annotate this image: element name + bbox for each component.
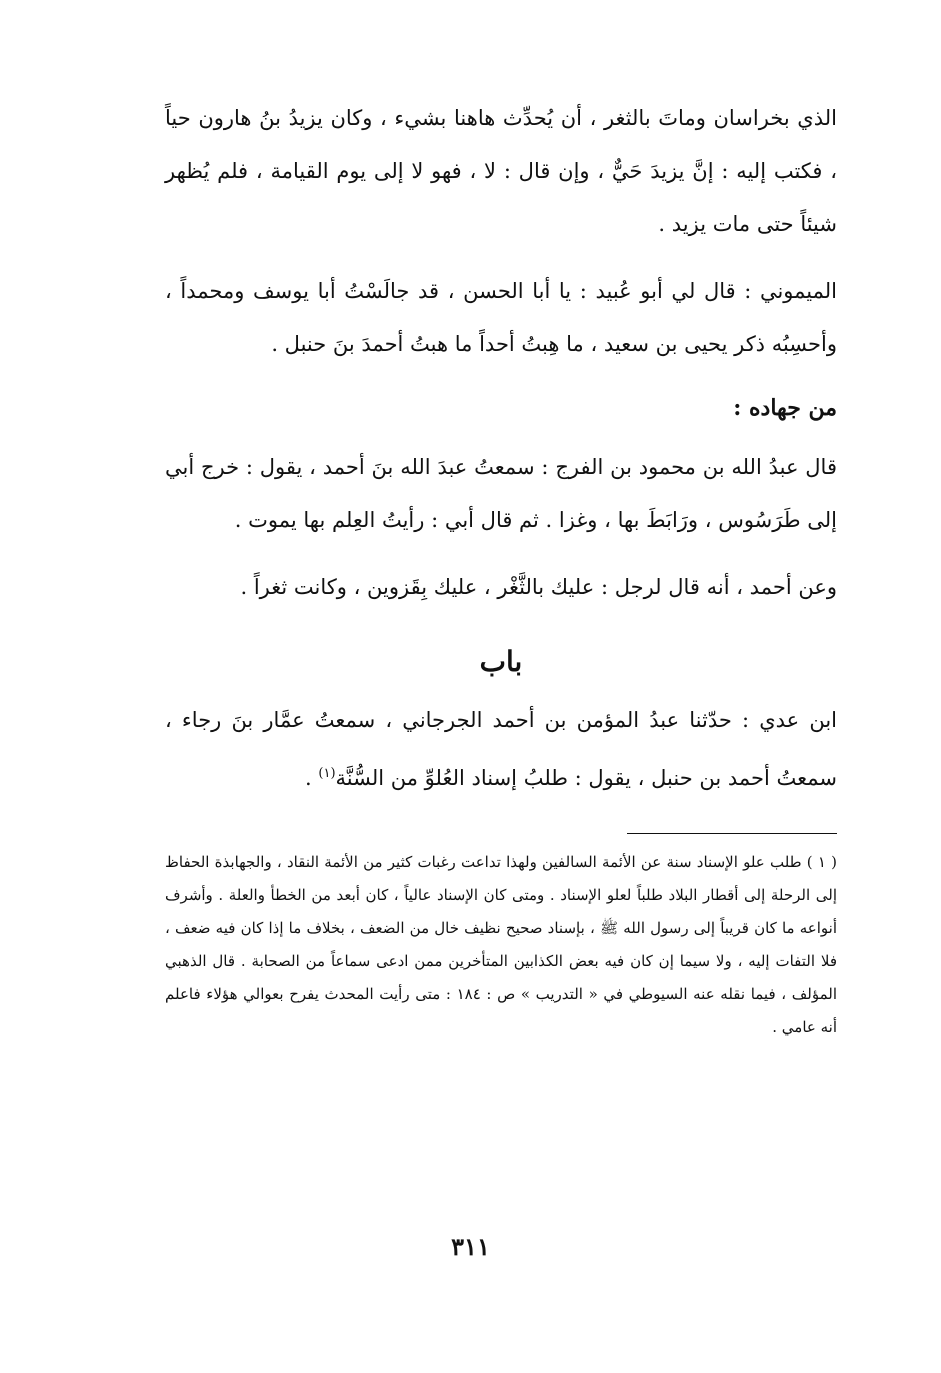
footnote-divider [627, 833, 837, 834]
paragraph-maymuni: الميموني : قال لي أبو عُبيد : يا أبا الحسن ، قد جالَسْتُ أبا يوسف ومحمداً ، وأحسِبُه ذكر يحيى بن سعيد ، ما هِبتُ أحداً ما هبتُ أحمدَ بنَ حنبل . [165, 279, 837, 356]
page-body [165, 92, 837, 1044]
paragraph-qazwin: وعن أحمد ، أنه قال لرجل : عليك بالثَّغْر ، عليك بِقَزوين ، وكانت ثغراً . [240, 575, 837, 599]
footnote-marker: (١) [318, 766, 336, 781]
paragraph-ibn-adi-text: ابن عدي : حدّثنا عبدُ المؤمن بن أحمد الجرجاني ، سمعتُ عمَّار بنَ رجاء ، سمعتُ أحمد بن حنبل ، يقول : طلبُ إسناد العُلوِّ من السُّنَّة [165, 708, 837, 790]
paragraph-ibn-adi [165, 694, 837, 805]
paragraph-khurasan: الذي بخراسان وماتَ بالثغر ، أن يُحدِّث هاهنا بشيء ، وكان يزيدُ بنُ هارون حياً ، فكتب إليه : إنَّ يزيدَ حَيٌّ ، وإن قال : لا ، فهو لا إلى يوم القيامة ، فلم يُظهر شيئاً حتى مات يزيد . [165, 106, 837, 236]
paragraph-ibn-adi-end: . [305, 766, 319, 790]
paragraph-tarsus: قال عبدُ الله بن محمود بن الفرج : سمعتُ عبدَ الله بنَ أحمد ، يقول : خرج أبي إلى طَرَسُوس ، ورَابَطَ بها ، وغزا . ثم قال أبي : رأيتُ العِلم بها يموت . [165, 455, 837, 532]
page-number: ٣١١ [451, 1232, 490, 1261]
footnote-text: ( ١ ) طلب علو الإسناد سنة عن الأئمة السالفين ولهذا تداعت رغبات كثير من الأئمة النقاد ، والجهابذة الحفاظ إلى الرحلة إلى أقطار البلاد طلباً لعلو الإسناد . ومتى كان الإسناد عالياً ، كان أبعد من الخطأ والعلة . وأشرف أنواعه ما كان قريباً إلى رسول الله ﷺ ، بإسناد صحيح نظيف خال من الضعف ، بخلاف ما إذا كان فيه ضعف ، فلا التفات إليه ، ولا سيما إن كان فيه بعض الكذابين المتأخرين ممن ادعى سماعاً من الصحابة . قال الذهبي المؤلف ، فيما نقله عنه السيوطي في « التدريب » ص : ١٨٤ : متى رأيت المحدث يفرح بعوالي هؤلاء فاعلم أنه عامي . [165, 853, 838, 1036]
section-heading-jihad: من جهاده : [733, 395, 837, 421]
section-heading-bab: باب [479, 645, 523, 678]
